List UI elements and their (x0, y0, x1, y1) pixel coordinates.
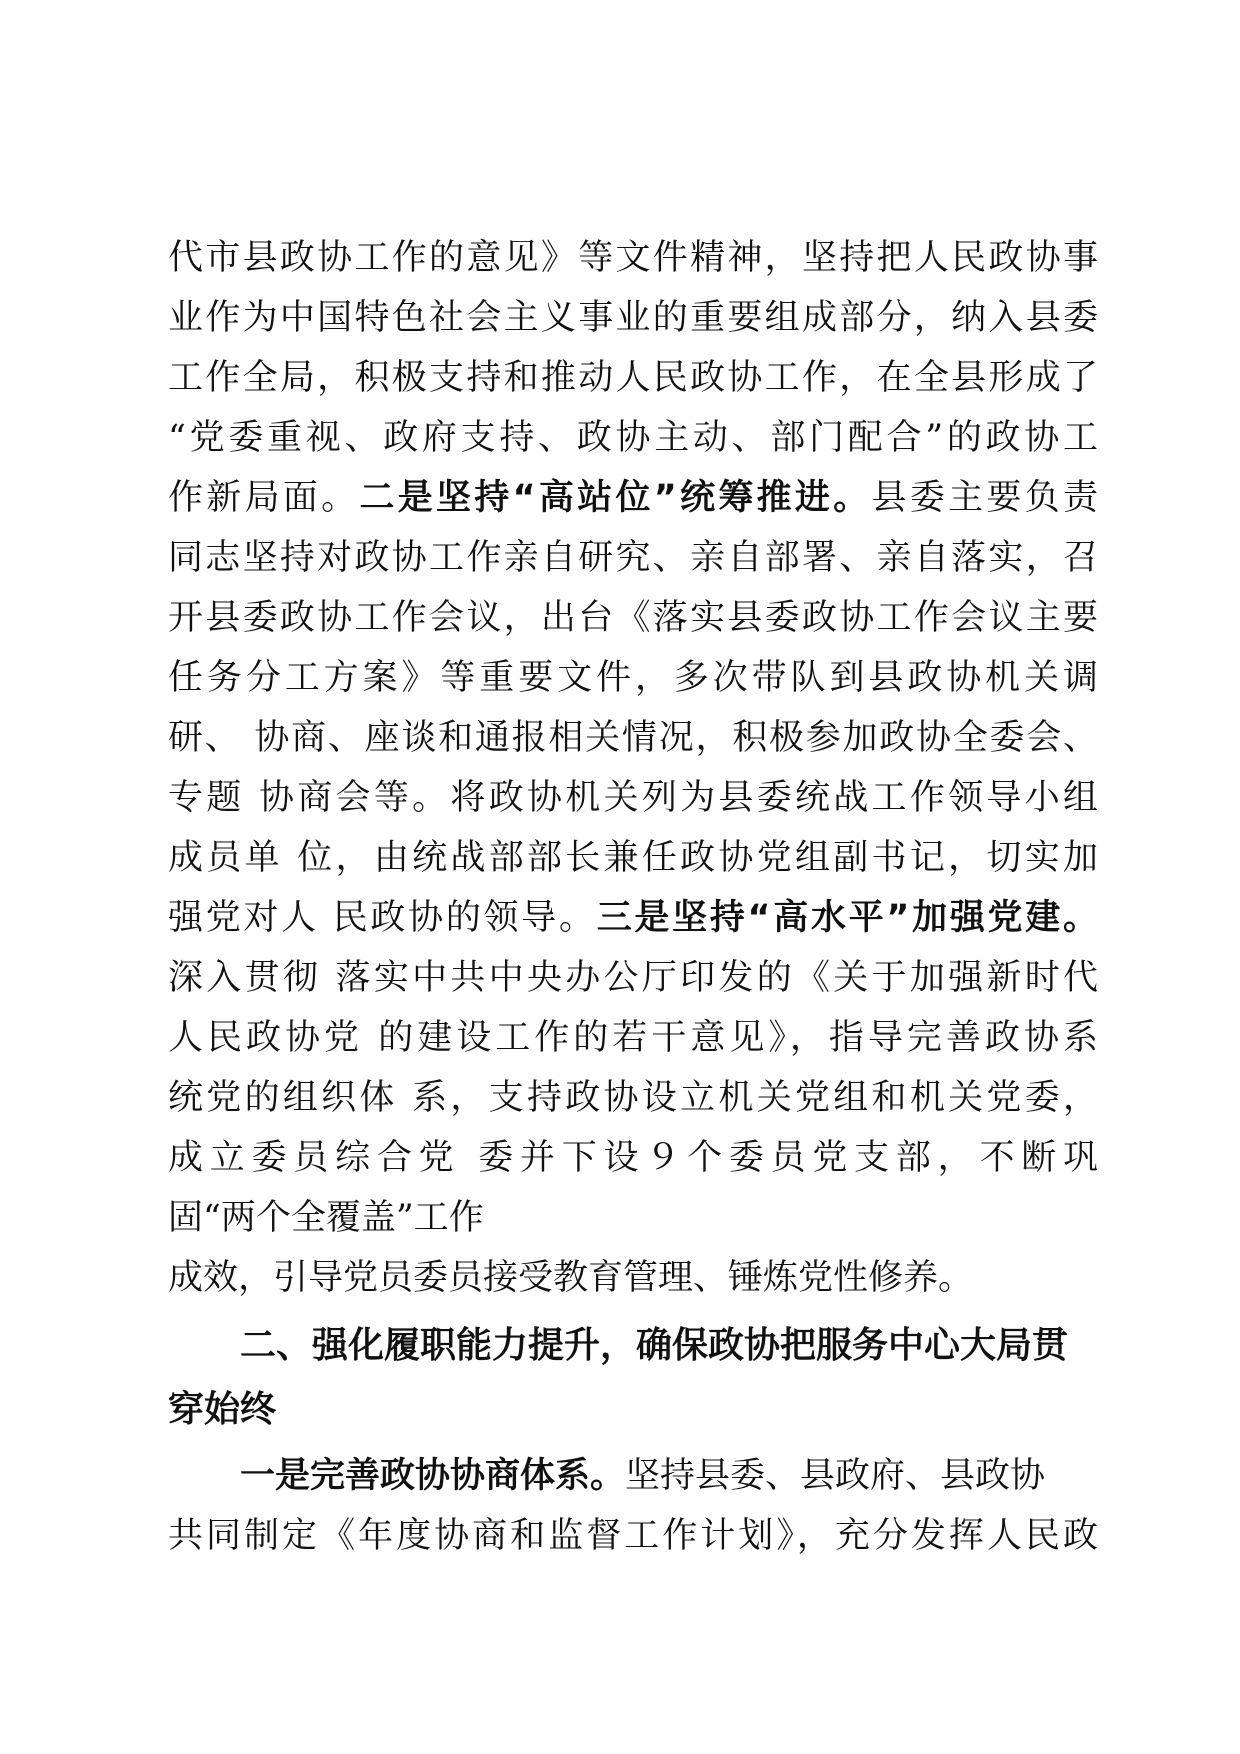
body-line-6: 同志坚持对政协工作亲自研究、亲自部署、亲自落实，召 (168, 538, 1098, 578)
bold-lead-heading: 三是坚持“高水平”加强党建。 (596, 898, 1098, 938)
body-text: 县委主要负责 (871, 478, 1098, 518)
body-line-7: 开县委政协工作会议，出台《落实县委政协工作会议主要 (168, 598, 1098, 638)
body-text: 强党对人 民政协的领导。 (168, 898, 597, 938)
body-line-1: 代市县政协工作的意见》等文件精神，坚持把人民政协事 (168, 238, 1098, 278)
document-body (168, 228, 1098, 1566)
body-line-2: 业作为中国特色社会主义事业的重要组成部分，纳入县委 (168, 298, 1098, 338)
body-line-16: 成立委员综合党 委并下设９个委员党支部，不断巩 (168, 1138, 1098, 1178)
body-line-11: 成员单 位，由统战部部长兼任政协党组副书记，切实加 (168, 838, 1098, 878)
body-text: 坚持县委、县政府、县政协 (625, 1456, 1046, 1496)
body-line-10: 专题 协商会等。将政协机关列为县委统战工作领导小组 (168, 778, 1098, 818)
para2-line-1 (168, 1446, 1098, 1506)
body-line-18: 成效，引导党员委员接受教育管理、锤炼党性修养。 (168, 1258, 974, 1298)
section-heading-line-2: 穿始终 (168, 1389, 277, 1430)
body-line-9: 研、 协商、座谈和通报相关情况，积极参加政协全委会、 (168, 718, 1098, 758)
section-heading-line-1: 二、强化履职能力提升，确保政协把服务中心大局贯 (240, 1325, 1069, 1366)
body-line-5 (168, 468, 1098, 528)
body-line-3: 工作全局，积极支持和推动人民政协工作，在全县形成了 (168, 358, 1098, 398)
body-line-12 (168, 888, 1098, 948)
bold-lead-heading: 一是完善政协协商体系。 (240, 1456, 626, 1496)
body-line-14: 人民政协党 的建设工作的若干意见》，指导完善政协系 (168, 1018, 1098, 1058)
body-line-13: 深入贯彻 落实中共中央办公厅印发的《关于加强新时代 (168, 958, 1098, 998)
body-line-8: 任务分工方案》等重要文件，多次带队到县政协机关调 (168, 658, 1098, 698)
body-line-17: 固“两个全覆盖”工作 (168, 1198, 484, 1238)
para2-line-2: 共同制定《年度协商和监督工作计划》，充分发挥人民政 (168, 1516, 1098, 1556)
body-line-15: 统党的组织体 系，支持政协设立机关党组和机关党委， (168, 1078, 1098, 1118)
body-text: 作新局面。 (168, 478, 360, 518)
body-line-4: “党委重视、政府支持、政协主动、部门配合”的政协工 (168, 418, 1098, 458)
bold-lead-heading: 二是坚持“高站位”统筹推进。 (359, 478, 872, 518)
